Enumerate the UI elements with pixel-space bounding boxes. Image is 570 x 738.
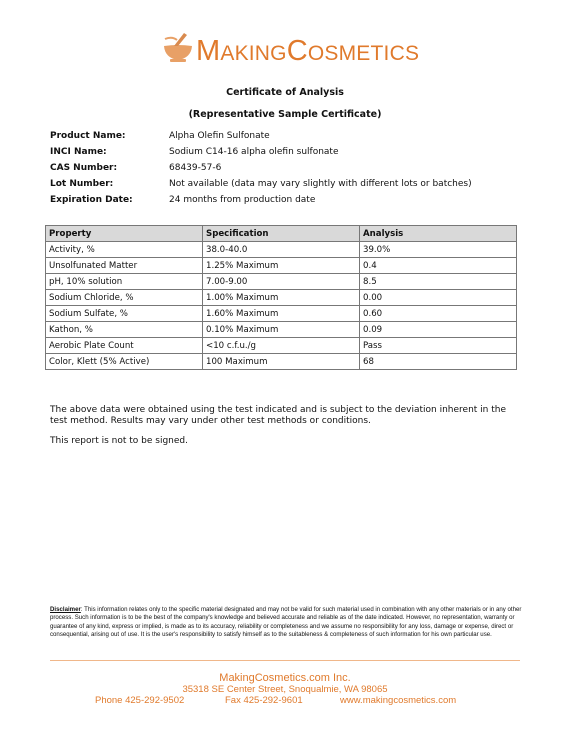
inci-name-row — [50, 144, 472, 160]
disclaimer — [50, 606, 522, 639]
table-cell: <10 c.f.u./g — [203, 338, 360, 354]
footer-contact — [95, 695, 456, 706]
table-cell: 8.5 — [360, 274, 517, 290]
table-row — [46, 290, 517, 306]
table-row — [46, 274, 517, 290]
table-cell: 0.09 — [360, 322, 517, 338]
table-cell: Color, Klett (5% Active) — [46, 354, 203, 370]
table-row — [46, 306, 517, 322]
disclaimer-text: : This information relates only to the specific material designated and may not be valid for such material used in combination with any other materials or in any other process. Such information is to be the best of the company's knowledge and believed accurate and reliable as of the date indicated. However, no representation, warranty or guarantee of any kind, express or implied, is made as to its accuracy, reliability or completeness and we assume no responsibility for any loss, damage or expense, direct or consequential, arising out of use. It is the user's responsibility to satisfy himself as to the suitableness & completeness of such information for his own particular use. — [50, 606, 522, 638]
table-cell: 1.60% Maximum — [203, 306, 360, 322]
info-label: INCI Name: — [50, 147, 107, 157]
column-header: Property — [46, 226, 203, 242]
table-cell: Sodium Chloride, % — [46, 290, 203, 306]
expiration-date-row — [50, 192, 472, 208]
info-value: Alpha Olefin Sulfonate — [169, 131, 270, 141]
product-name-row — [50, 128, 472, 144]
disclaimer-label: Disclaimer — [50, 606, 81, 613]
table-cell: 68 — [360, 354, 517, 370]
table-cell: 38.0-40.0 — [203, 242, 360, 258]
table-cell: Kathon, % — [46, 322, 203, 338]
table-cell: 7.00-9.00 — [203, 274, 360, 290]
footer-phone: Phone 425-292-9502 — [95, 695, 185, 706]
cas-number-row — [50, 160, 472, 176]
mortar-pestle-icon — [160, 30, 196, 66]
signature-note: This report is not to be signed. — [50, 436, 188, 446]
product-info — [50, 128, 472, 208]
info-label: Product Name: — [50, 131, 126, 141]
company-logo — [160, 30, 420, 70]
table-cell: Sodium Sulfate, % — [46, 306, 203, 322]
table-cell: Pass — [360, 338, 517, 354]
table-row — [46, 258, 517, 274]
logo-wordmark: MAKINGCOSMETICS — [196, 35, 420, 67]
info-label: CAS Number: — [50, 163, 118, 173]
certificate-subtitle: (Representative Sample Certificate) — [188, 109, 382, 120]
info-value: Sodium C14-16 alpha olefin sulfonate — [169, 147, 339, 157]
column-header: Analysis — [360, 226, 517, 242]
footer-divider — [50, 660, 520, 661]
table-cell: 0.4 — [360, 258, 517, 274]
table-cell: Aerobic Plate Count — [46, 338, 203, 354]
table-cell: Unsolfunated Matter — [46, 258, 203, 274]
table-cell: 100 Maximum — [203, 354, 360, 370]
certificate-title: Certificate of Analysis — [226, 87, 344, 98]
table-cell: 0.00 — [360, 290, 517, 306]
footer-website-link[interactable]: www.makingcosmetics.com — [340, 695, 457, 706]
deviation-note: The above data were obtained using the test indicated and is subject to the deviation inherent in the test method. Results may vary under other test methods or conditions. — [50, 405, 506, 426]
table-cell: Activity, % — [46, 242, 203, 258]
footer-company: MakingCosmetics.com Inc. — [219, 672, 351, 684]
column-header: Specification — [203, 226, 360, 242]
table-row — [46, 242, 517, 258]
table-row — [46, 354, 517, 370]
table-cell: 39.0% — [360, 242, 517, 258]
table-cell: 1.25% Maximum — [203, 258, 360, 274]
footer-fax: Fax 425-292-9601 — [225, 695, 303, 706]
info-label: Expiration Date: — [50, 195, 133, 205]
info-value: Not available (data may vary slightly with different lots or batches) — [169, 179, 472, 189]
table-cell: pH, 10% solution — [46, 274, 203, 290]
table-row — [46, 338, 517, 354]
table-cell: 0.10% Maximum — [203, 322, 360, 338]
lot-number-row — [50, 176, 472, 192]
footer-address: 35318 SE Center Street, Snoqualmie, WA 98065 — [182, 684, 388, 695]
table-row — [46, 322, 517, 338]
analysis-table — [45, 225, 517, 370]
table-cell: 1.00% Maximum — [203, 290, 360, 306]
table-cell: 0.60 — [360, 306, 517, 322]
info-value: 24 months from production date — [169, 195, 316, 205]
info-value: 68439-57-6 — [169, 163, 222, 173]
table-header-row — [46, 226, 517, 242]
info-label: Lot Number: — [50, 179, 114, 189]
